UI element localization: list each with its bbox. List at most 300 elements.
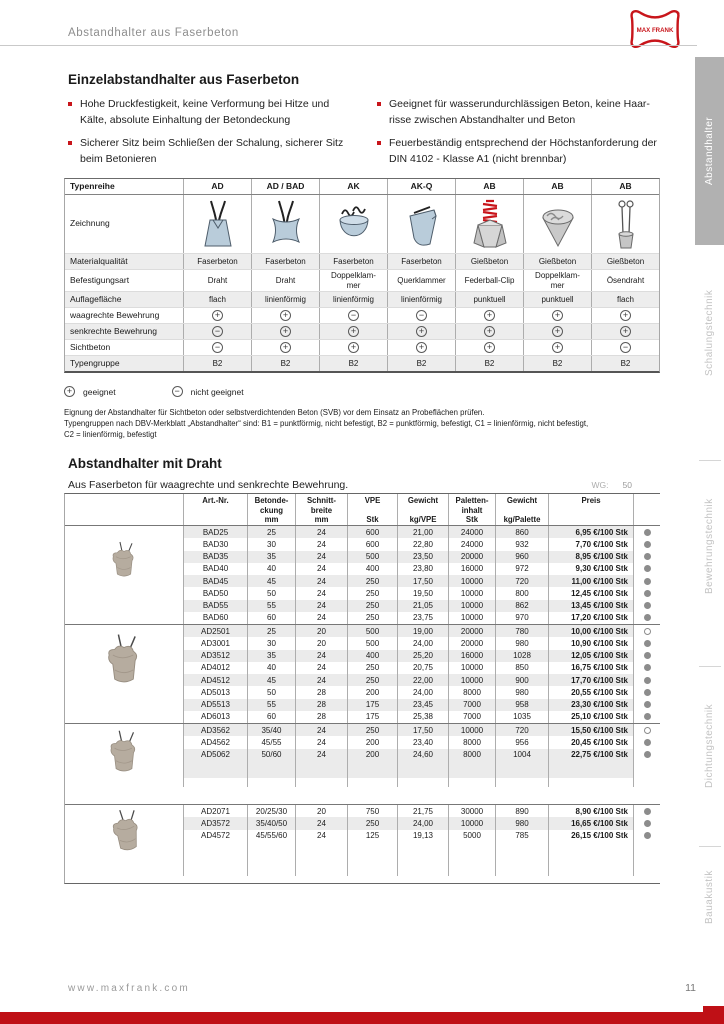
price-row-cell: 10000 xyxy=(448,575,495,587)
type-table-cell xyxy=(251,340,319,355)
price-row xyxy=(183,736,661,748)
price-row-cell: 21,75 xyxy=(397,805,448,817)
bullet-item xyxy=(68,97,353,129)
availability-dot-filled xyxy=(644,751,651,758)
type-table-cell: Faserbeton xyxy=(183,254,251,269)
type-table-cell xyxy=(183,340,251,355)
wire-spacer-photo xyxy=(65,625,183,723)
price-row-cell: 250 xyxy=(347,575,397,587)
price-cell: 15,50 €/100 Stk xyxy=(548,724,633,736)
price-cell: 25,10 €/100 Stk xyxy=(548,711,633,723)
availability-dot-cell xyxy=(633,538,661,550)
suitable-plus-icon: + xyxy=(484,342,495,353)
price-row-cell: 45/55/60 xyxy=(247,830,295,842)
filler-cell xyxy=(347,842,397,876)
section2-title: Abstandhalter mit Draht xyxy=(68,456,222,471)
price-row-cell: 250 xyxy=(347,674,397,686)
unsuitable-minus-icon: − xyxy=(212,342,223,353)
bullet-item xyxy=(377,136,662,168)
availability-dot-filled xyxy=(644,713,651,720)
row-label: Materialqualität xyxy=(70,255,128,266)
filler-cell xyxy=(247,778,295,787)
article-number: AD3572 xyxy=(183,817,247,829)
filler-cell xyxy=(448,842,495,876)
availability-dot-cell xyxy=(633,563,661,575)
price-row-cell: 45 xyxy=(247,575,295,587)
price-row-cell: 780 xyxy=(495,625,548,637)
price-row-cell: 35/40/50 xyxy=(247,817,295,829)
price-row-cell: 600 xyxy=(347,538,397,550)
price-row-cell: 45/55 xyxy=(247,736,295,748)
type-table-cell: B2 xyxy=(251,356,319,371)
logo-text: MAX FRANK xyxy=(636,26,674,34)
price-row-cell: 25,38 xyxy=(397,711,448,723)
type-table-cell: Federball-Clip xyxy=(455,270,523,291)
type-series-header: AB xyxy=(455,179,523,194)
filler-cell xyxy=(183,761,247,778)
header-title: Abstandhalter aus Faserbeton xyxy=(68,27,239,39)
type-table-cell: linienförmig xyxy=(319,292,387,307)
type-table-cell: Gießbeton xyxy=(523,254,591,269)
sidebar-tab-bewehrungstechnik[interactable]: Bewehrungstechnik xyxy=(704,498,715,594)
suitable-plus-icon: + xyxy=(416,326,427,337)
price-row-cell: 19,50 xyxy=(397,587,448,599)
availability-dot-cell xyxy=(633,575,661,587)
availability-dot-cell xyxy=(633,587,661,599)
availability-dot-filled xyxy=(644,832,651,839)
availability-dot-cell xyxy=(633,805,661,817)
type-table-cell: B2 xyxy=(183,356,251,371)
price-row-cell: 19,00 xyxy=(397,625,448,637)
type-table-cell: Gießbeton xyxy=(455,254,523,269)
price-row-cell: 600 xyxy=(347,526,397,538)
type-table-cell: Draht xyxy=(183,270,251,291)
price-row-cell: 956 xyxy=(495,736,548,748)
price-cell: 8,95 €/100 Stk xyxy=(548,551,633,563)
price-row-cell: 24,00 xyxy=(397,686,448,698)
price-row-cell: 10000 xyxy=(448,612,495,624)
availability-dot-filled xyxy=(644,565,651,572)
price-cell: 22,75 €/100 Stk xyxy=(548,749,633,761)
price-row-cell: 24000 xyxy=(448,526,495,538)
group-rows xyxy=(183,625,661,723)
price-table-column-header: VPE Stk xyxy=(347,494,397,525)
bullet-text: Sicherer Sitz beim Schließen der Schalung, sicherer Sitz beim Betonieren xyxy=(80,136,344,165)
availability-dot-cell xyxy=(633,612,661,624)
price-row-cell: 35/40 xyxy=(247,724,295,736)
price-row-cell: 20 xyxy=(295,625,347,637)
type-table-cell: B2 xyxy=(523,356,591,371)
article-number: BAD35 xyxy=(183,551,247,563)
availability-dot-cell xyxy=(633,724,661,736)
price-row-cell: 20000 xyxy=(448,551,495,563)
row-label: Sichtbeton xyxy=(70,341,111,352)
price-row-cell: 250 xyxy=(347,587,397,599)
sidebar-tab-bauakustik[interactable]: Bauakustik xyxy=(704,870,715,924)
type-table-cell: linienförmig xyxy=(251,292,319,307)
price-row xyxy=(183,563,661,575)
akq-cross-clamp-drawing xyxy=(387,195,455,253)
group-rows xyxy=(183,724,661,804)
price-row xyxy=(183,637,661,649)
price-row-cell: 960 xyxy=(495,551,548,563)
footer-red-bar xyxy=(0,1012,724,1024)
type-series-header: AD / BAD xyxy=(251,179,319,194)
price-row-cell: 1028 xyxy=(495,650,548,662)
price-row xyxy=(183,749,661,761)
type-table-cell xyxy=(319,324,387,339)
price-row-cell: 720 xyxy=(495,575,548,587)
filler-cell xyxy=(347,761,397,778)
type-table-row xyxy=(65,323,659,339)
price-row-cell: 7000 xyxy=(448,711,495,723)
price-row xyxy=(183,724,661,736)
availability-dot-filled xyxy=(644,652,651,659)
price-table-column-header: Paletten- inhalt Stk xyxy=(448,494,495,525)
type-table-row xyxy=(65,291,659,307)
type-table-cell xyxy=(387,308,455,323)
price-row-cell: 21,00 xyxy=(397,526,448,538)
price-row xyxy=(183,600,661,612)
type-table-cell xyxy=(183,324,251,339)
price-cell: 13,45 €/100 Stk xyxy=(548,600,633,612)
ab-federball-clip-drawing xyxy=(455,195,523,253)
footnote-line: Eignung der Abstandhalter für Sichtbeton oder selbstverdichtenden Beton (SVB) vor dem Einsatz an Probeflächen prüfen. xyxy=(64,408,485,417)
price-row-cell: 23,80 xyxy=(397,563,448,575)
price-row-cell: 50/60 xyxy=(247,749,295,761)
price-row xyxy=(183,686,661,698)
availability-dot-filled xyxy=(644,541,651,548)
type-series-header: AB xyxy=(523,179,591,194)
price-row-cell: 400 xyxy=(347,563,397,575)
filler-cell xyxy=(295,842,347,876)
price-cell: 11,00 €/100 Stk xyxy=(548,575,633,587)
bullet-square-icon xyxy=(68,141,72,145)
price-table-header-row xyxy=(65,494,660,526)
price-row-cell: 25,20 xyxy=(397,650,448,662)
price-cell: 16,75 €/100 Stk xyxy=(548,662,633,674)
article-number: BAD60 xyxy=(183,612,247,624)
type-table-cell: Gießbeton xyxy=(591,254,659,269)
filler-dot-cell xyxy=(633,778,661,787)
price-cell: 10,90 €/100 Stk xyxy=(548,637,633,649)
price-row-cell: 958 xyxy=(495,699,548,711)
bullet-list-right xyxy=(377,97,662,175)
price-row-cell: 785 xyxy=(495,830,548,842)
price-row-cell: 24 xyxy=(295,612,347,624)
price-row xyxy=(183,699,661,711)
type-table-cell: flach xyxy=(183,292,251,307)
price-row-cell: 23,50 xyxy=(397,551,448,563)
availability-dot-open xyxy=(644,628,651,635)
price-row-cell: 500 xyxy=(347,551,397,563)
logo-bone-icon xyxy=(628,8,682,50)
dot-column-header xyxy=(633,494,661,525)
type-table-cell xyxy=(319,340,387,355)
price-row-cell: 7000 xyxy=(448,699,495,711)
wire-spacer-photo xyxy=(65,526,183,624)
availability-dot-filled xyxy=(644,739,651,746)
price-row-cell: 60 xyxy=(247,711,295,723)
filler-cell xyxy=(495,842,548,876)
availability-dot-filled xyxy=(644,808,651,815)
photo-column-header xyxy=(65,494,183,525)
ad-wire-spacer-drawing xyxy=(183,195,251,253)
article-number: AD6013 xyxy=(183,711,247,723)
availability-dot-cell xyxy=(633,600,661,612)
price-row-cell: 500 xyxy=(347,625,397,637)
type-table-cell: B2 xyxy=(387,356,455,371)
price-row-cell: 10000 xyxy=(448,817,495,829)
price-cell: 20,45 €/100 Stk xyxy=(548,736,633,748)
price-row-cell: 980 xyxy=(495,637,548,649)
availability-dot-filled xyxy=(644,602,651,609)
availability-dot-cell xyxy=(633,662,661,674)
article-number: BAD45 xyxy=(183,575,247,587)
footer-url[interactable]: www.maxfrank.com xyxy=(68,983,190,994)
suitable-plus-icon: + xyxy=(212,310,223,321)
price-row xyxy=(183,817,661,829)
availability-dot-cell xyxy=(633,674,661,686)
price-row-cell: 35 xyxy=(247,551,295,563)
price-row-cell: 24 xyxy=(295,674,347,686)
price-row-cell: 8000 xyxy=(448,736,495,748)
type-table-cell xyxy=(591,324,659,339)
price-row xyxy=(183,551,661,563)
type-table-cell: Faserbeton xyxy=(251,254,319,269)
price-row-cell: 24 xyxy=(295,650,347,662)
article-number: BAD50 xyxy=(183,587,247,599)
availability-dot-filled xyxy=(644,553,651,560)
article-number: AD5513 xyxy=(183,699,247,711)
ab-clamp-cone-drawing xyxy=(523,195,591,253)
row-label: waagrechte Bewehrung xyxy=(70,309,160,320)
price-row-cell: 200 xyxy=(347,686,397,698)
price-row-cell: 972 xyxy=(495,563,548,575)
filler-cell xyxy=(247,761,295,778)
type-table-cell: B2 xyxy=(319,356,387,371)
availability-dot-cell xyxy=(633,526,661,538)
footnote-line: Typengruppen nach DBV-Merkblatt „Abstandhalter“ sind: B1 = punktförmig, nicht befestigt, B2 = punktförmig, befestigt, C1 = linienförmig, nicht befestigt, xyxy=(64,419,589,429)
availability-dot-cell xyxy=(633,625,661,637)
filler-row xyxy=(183,842,661,876)
footnote xyxy=(64,407,660,440)
price-row-cell: 10000 xyxy=(448,600,495,612)
price-row-cell: 24 xyxy=(295,749,347,761)
article-number: AD2071 xyxy=(183,805,247,817)
suitable-plus-icon: + xyxy=(64,386,75,397)
filler-cell xyxy=(295,761,347,778)
price-row-cell: 16000 xyxy=(448,563,495,575)
section2-subtitle: Aus Faserbeton für waagrechte und senkrechte Bewehrung. xyxy=(68,479,349,491)
article-number: AD4562 xyxy=(183,736,247,748)
price-row-cell: 60 xyxy=(247,612,295,624)
drawing-row xyxy=(65,195,659,253)
product-group xyxy=(65,804,660,883)
filler-cell xyxy=(495,761,548,778)
price-row-cell: 24,60 xyxy=(397,749,448,761)
type-table-header-row xyxy=(65,179,659,195)
article-number: AD4512 xyxy=(183,674,247,686)
header-divider xyxy=(0,45,697,46)
availability-dot-filled xyxy=(644,664,651,671)
filler-cell xyxy=(397,842,448,876)
price-row-cell: 24,00 xyxy=(397,817,448,829)
price-row-cell: 10000 xyxy=(448,724,495,736)
type-table-cell: Draht xyxy=(251,270,319,291)
type-table-cell: flach xyxy=(591,292,659,307)
price-row-cell: 10000 xyxy=(448,674,495,686)
availability-dot-cell xyxy=(633,699,661,711)
filler-cell xyxy=(397,778,448,787)
type-series-header: AB xyxy=(591,179,659,194)
type-table-cell: punktuell xyxy=(455,292,523,307)
price-row-cell: 30000 xyxy=(448,805,495,817)
price-row-cell: 28 xyxy=(295,711,347,723)
availability-dot-cell xyxy=(633,637,661,649)
type-table-cell: Ösendraht xyxy=(591,270,659,291)
article-number: BAD40 xyxy=(183,563,247,575)
bullet-square-icon xyxy=(377,141,381,145)
availability-dot-filled xyxy=(644,529,651,536)
footnote-line: C2 = linienförmig, befestigt xyxy=(64,430,157,440)
price-row-cell: 40 xyxy=(247,662,295,674)
article-number: BAD25 xyxy=(183,526,247,538)
price-row-cell: 40 xyxy=(247,563,295,575)
article-number: AD4572 xyxy=(183,830,247,842)
suitability-legend xyxy=(64,386,244,397)
filler-row xyxy=(183,778,661,787)
price-row-cell: 200 xyxy=(347,736,397,748)
availability-dot-cell xyxy=(633,650,661,662)
price-row-cell: 28 xyxy=(295,699,347,711)
bullet-square-icon xyxy=(377,102,381,106)
sidebar-tab-schalungstechnik[interactable]: Schalungstechnik xyxy=(704,289,715,377)
group-rows xyxy=(183,526,661,624)
availability-dot-filled xyxy=(644,614,651,621)
price-row-cell: 400 xyxy=(347,650,397,662)
filler-cell xyxy=(347,778,397,787)
price-row-cell: 30 xyxy=(247,538,295,550)
price-table-column-header: Preis xyxy=(548,494,633,525)
type-table-cell: B2 xyxy=(591,356,659,371)
availability-dot-filled xyxy=(644,701,651,708)
price-table-column-header: Gewicht kg/Palette xyxy=(495,494,548,525)
type-table-cell: linienförmig xyxy=(387,292,455,307)
price-cell: 12,05 €/100 Stk xyxy=(548,650,633,662)
type-table-cell: Doppelklam- mer xyxy=(523,270,591,291)
price-cell: 8,90 €/100 Stk xyxy=(548,805,633,817)
suitable-plus-icon: + xyxy=(348,342,359,353)
sidebar-tab-abstandhalter[interactable]: Abstandhalter xyxy=(695,57,724,245)
price-row-cell: 17,50 xyxy=(397,724,448,736)
availability-dot-cell xyxy=(633,830,661,842)
type-table-cell xyxy=(455,324,523,339)
suitable-plus-icon: + xyxy=(552,342,563,353)
price-row-cell: 980 xyxy=(495,686,548,698)
unsuitable-minus-icon: − xyxy=(416,310,427,321)
price-cell: 12,45 €/100 Stk xyxy=(548,587,633,599)
price-row-cell: 30 xyxy=(247,637,295,649)
availability-dot-cell xyxy=(633,736,661,748)
type-table-cell: Faserbeton xyxy=(387,254,455,269)
filler-cell xyxy=(548,842,633,876)
price-row-cell: 23,45 xyxy=(397,699,448,711)
type-table-cell xyxy=(387,340,455,355)
filler-dot-cell xyxy=(633,761,661,778)
price-row xyxy=(183,674,661,686)
section2-subrow xyxy=(68,479,632,491)
type-series-header: AD xyxy=(183,179,251,194)
bullet-item xyxy=(68,136,353,168)
price-row-cell: 24 xyxy=(295,662,347,674)
price-row xyxy=(183,612,661,624)
type-table-cell xyxy=(183,308,251,323)
row-label: senkrechte Bewehrung xyxy=(70,325,157,336)
price-row-cell: 250 xyxy=(347,600,397,612)
availability-dot-cell xyxy=(633,551,661,563)
suitable-plus-icon: + xyxy=(348,326,359,337)
article-number: AD3001 xyxy=(183,637,247,649)
unsuitable-minus-icon: − xyxy=(348,310,359,321)
price-row-cell: 24 xyxy=(295,575,347,587)
wg-group xyxy=(592,480,632,490)
price-row-cell: 22,00 xyxy=(397,674,448,686)
price-row-cell: 45 xyxy=(247,674,295,686)
type-table-cell: Querklammer xyxy=(387,270,455,291)
suitable-plus-icon: + xyxy=(552,326,563,337)
price-row-cell: 800 xyxy=(495,587,548,599)
article-number: AD5062 xyxy=(183,749,247,761)
type-table-cell xyxy=(591,340,659,355)
ab-eyelet-wire-drawing xyxy=(591,195,659,253)
suitable-plus-icon: + xyxy=(484,310,495,321)
wire-spacer-photo xyxy=(65,724,183,804)
type-table-cell xyxy=(523,324,591,339)
wg-value: 50 xyxy=(622,480,632,490)
group-rows xyxy=(183,805,661,883)
product-group xyxy=(65,526,660,624)
type-table-cell xyxy=(523,340,591,355)
type-table-cell xyxy=(251,308,319,323)
unsuitable-minus-icon: − xyxy=(620,342,631,353)
availability-dot-filled xyxy=(644,677,651,684)
price-row-cell: 23,75 xyxy=(397,612,448,624)
filler-cell xyxy=(247,842,295,876)
price-table-column-header: Betonde- ckung mm xyxy=(247,494,295,525)
type-table-cell xyxy=(523,308,591,323)
price-cell: 26,15 €/100 Stk xyxy=(548,830,633,842)
availability-dot-filled xyxy=(644,590,651,597)
price-row-cell: 970 xyxy=(495,612,548,624)
price-row-cell: 250 xyxy=(347,817,397,829)
availability-dot-cell xyxy=(633,749,661,761)
price-row-cell: 25 xyxy=(247,526,295,538)
filler-cell xyxy=(548,778,633,787)
type-table-cell xyxy=(455,308,523,323)
price-row-cell: 932 xyxy=(495,538,548,550)
price-row-cell: 24 xyxy=(295,724,347,736)
sidebar-tab-dichtungstechnik[interactable]: Dichtungstechnik xyxy=(704,703,715,789)
legend-label: nicht geeignet xyxy=(190,386,244,397)
price-row xyxy=(183,662,661,674)
type-table-cell xyxy=(591,308,659,323)
availability-dot-cell xyxy=(633,817,661,829)
price-row-cell: 750 xyxy=(347,805,397,817)
wg-label: WG: xyxy=(591,480,609,490)
price-row-cell: 8000 xyxy=(448,749,495,761)
price-row-cell: 175 xyxy=(347,699,397,711)
